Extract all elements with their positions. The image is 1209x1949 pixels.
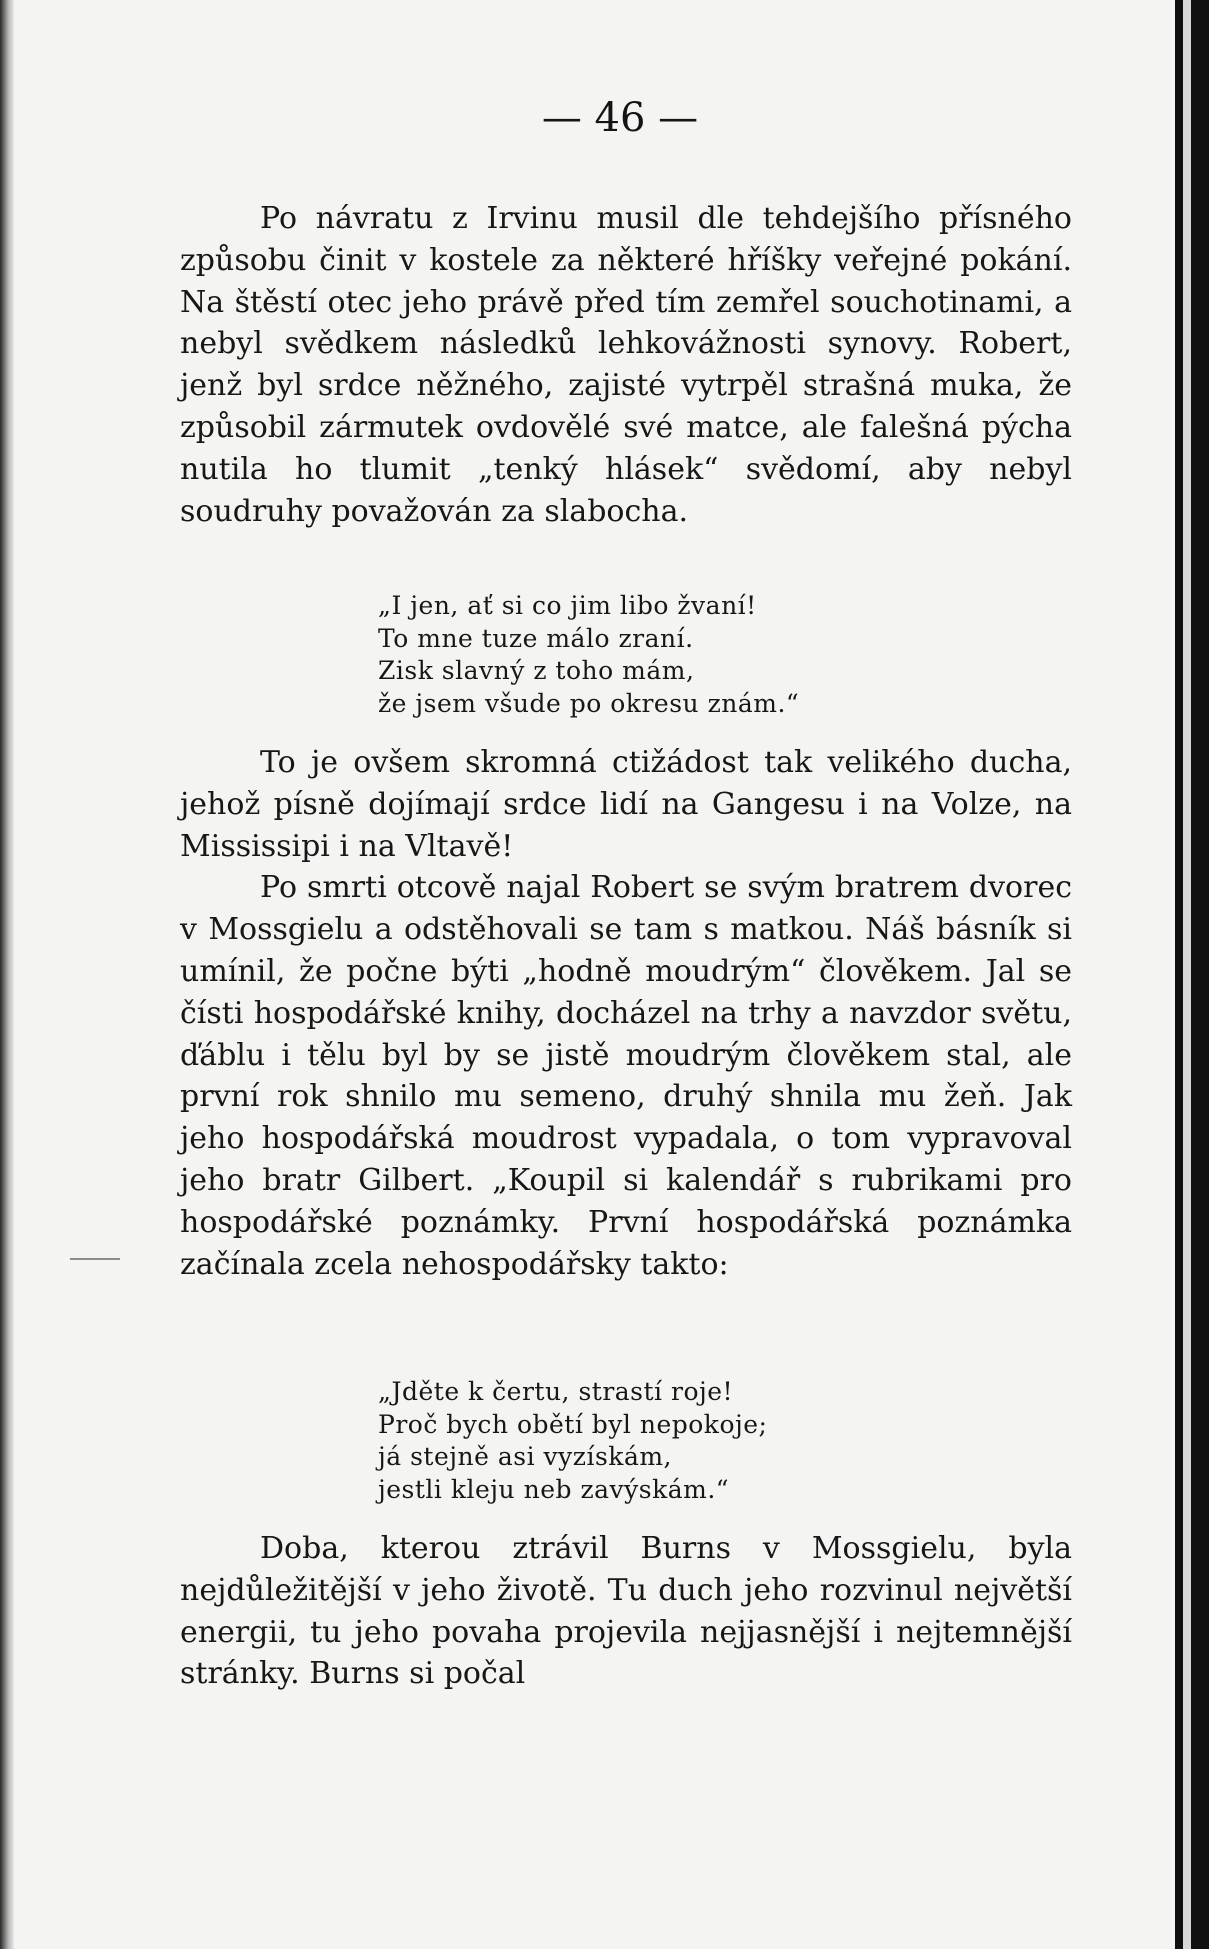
verse-2-line: já stejně asi vyzískám, [378,1442,672,1471]
verse-2-line: Proč bych obětí byl nepokoje; [378,1409,768,1439]
verse-1 [378,590,799,720]
paragraph-3 [180,1528,1072,1695]
paragraph-3-text: Doba, kterou ztrávil Burns v Mossgielu, byla nejdůležitější v jeho životě. Tu duch jeho rozvinul největší energii, tu jeho povaha projevila nejjasnější i nejtemnější stránky. Burns si počal [180,1531,1072,1692]
verse-1-line: Zisk slavný z toho mám, [378,656,695,685]
verse-2-line: „Jděte k čertu, strastí roje! [378,1377,734,1406]
page-gutter-shadow [0,0,14,1949]
paragraph-1-text: Po návratu z Irvinu musil dle tehdejšího přísného způsobu činit v kostele za některé hříšky veřejné pokání. Na štěstí otec jeho právě před tím zemřel souchotinami, a nebyl svědkem následků lehkovážnosti synovy. Robert, jenž byl srdce něžného, zajisté vytrpěl strašná muka, že způsobil zármutek ovdovělé své matce, ale falešná pýcha nutila ho tlumit „tenký hlásek“ svědomí, aby nebyl soudruhy považován za slabocha. [180,201,1072,529]
scan-edge [1175,0,1209,1949]
verse-1-line: „I jen, ať si co jim libo žvaní! [378,591,757,620]
paragraph-1 [180,198,1072,532]
paragraph-2b-text: Po smrti otcově najal Robert se svým bratrem dvorec v Mossgielu a odstěhovali se tam s matkou. Náš básník si umínil, že počne býti „hodně moudrým“ člověkem. Jal se čísti hospodářské knihy, docházel na trhy a navzdor světu, ďáblu i tělu byl by se jistě moudrým člověkem stal, ale první rok shnilo mu semeno, druhý shnila mu žeň. Jak jeho hospodářská moudrost vypadala, o tom vypravoval jeho bratr Gilbert. „Koupil si kalendář s rubrikami pro hospodářské poznámky. První hospodářská poznámka začínala zcela nehospodářsky takto: [180,870,1072,1282]
scan-edge-strip [1183,0,1191,1949]
verse-2-line: jestli kleju neb zavýskám.“ [378,1474,730,1504]
verse-2 [378,1376,767,1506]
page-number: — 46 — [541,95,699,141]
paragraph-2 [180,742,1072,1285]
margin-mark [70,1258,120,1260]
paragraph-2a-text: To je ovšem skromná ctižádost tak velikého ducha, jehož písně dojímají srdce lidí na Gangesu i na Volze, na Mississipi i na Vltavě! [180,745,1072,864]
verse-1-line: že jsem všude po okresu znám.“ [378,688,800,718]
verse-1-line: To mne tuze málo zraní. [378,623,694,653]
